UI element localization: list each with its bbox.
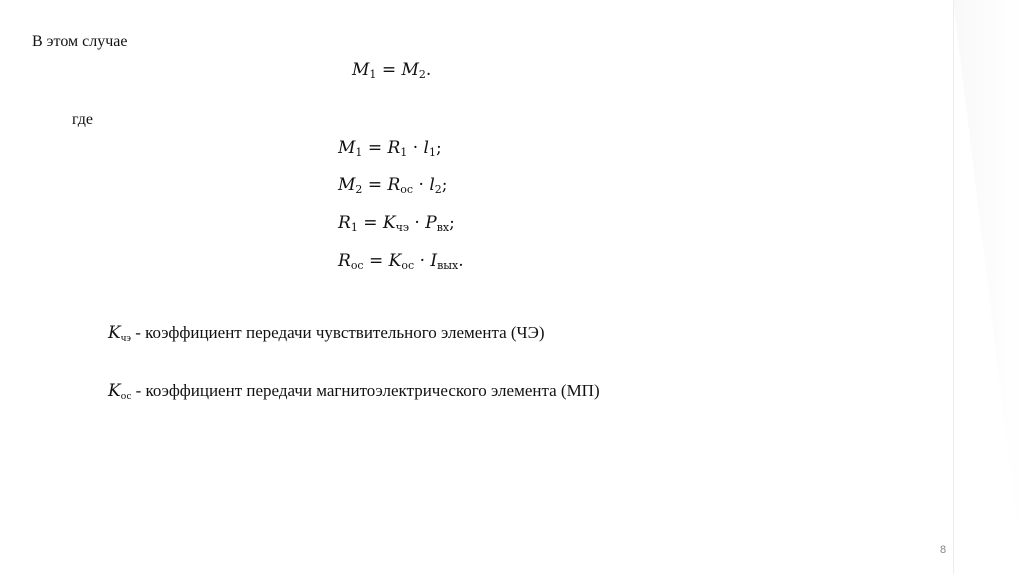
equation-3: $R_1 = K_{чэ} \cdot P_{вх}$; (338, 213, 455, 234)
corner-decoration (953, 0, 1024, 574)
equation-main: $M_1 = M_2$. (352, 60, 432, 81)
where-text: где (72, 111, 94, 128)
definition-kche: $K_{чэ}$ - коэффициент передачи чувствительного элемента (ЧЭ) (108, 323, 545, 344)
intro-text: В этом случае (32, 33, 128, 50)
definition-kos: $K_{ос}$ - коэффициент передачи магнитоэлектрического элемента (МП) (108, 381, 600, 402)
equation-1: $M_1 = R_1 \cdot l_1$; (338, 138, 442, 159)
page-number: 8 (940, 544, 947, 556)
equation-4: $R_{ос} = K_{ос} \cdot I_{вых}$. (338, 251, 464, 272)
equation-2: $M_2 = R_{ос} \cdot l_2$; (338, 175, 448, 196)
